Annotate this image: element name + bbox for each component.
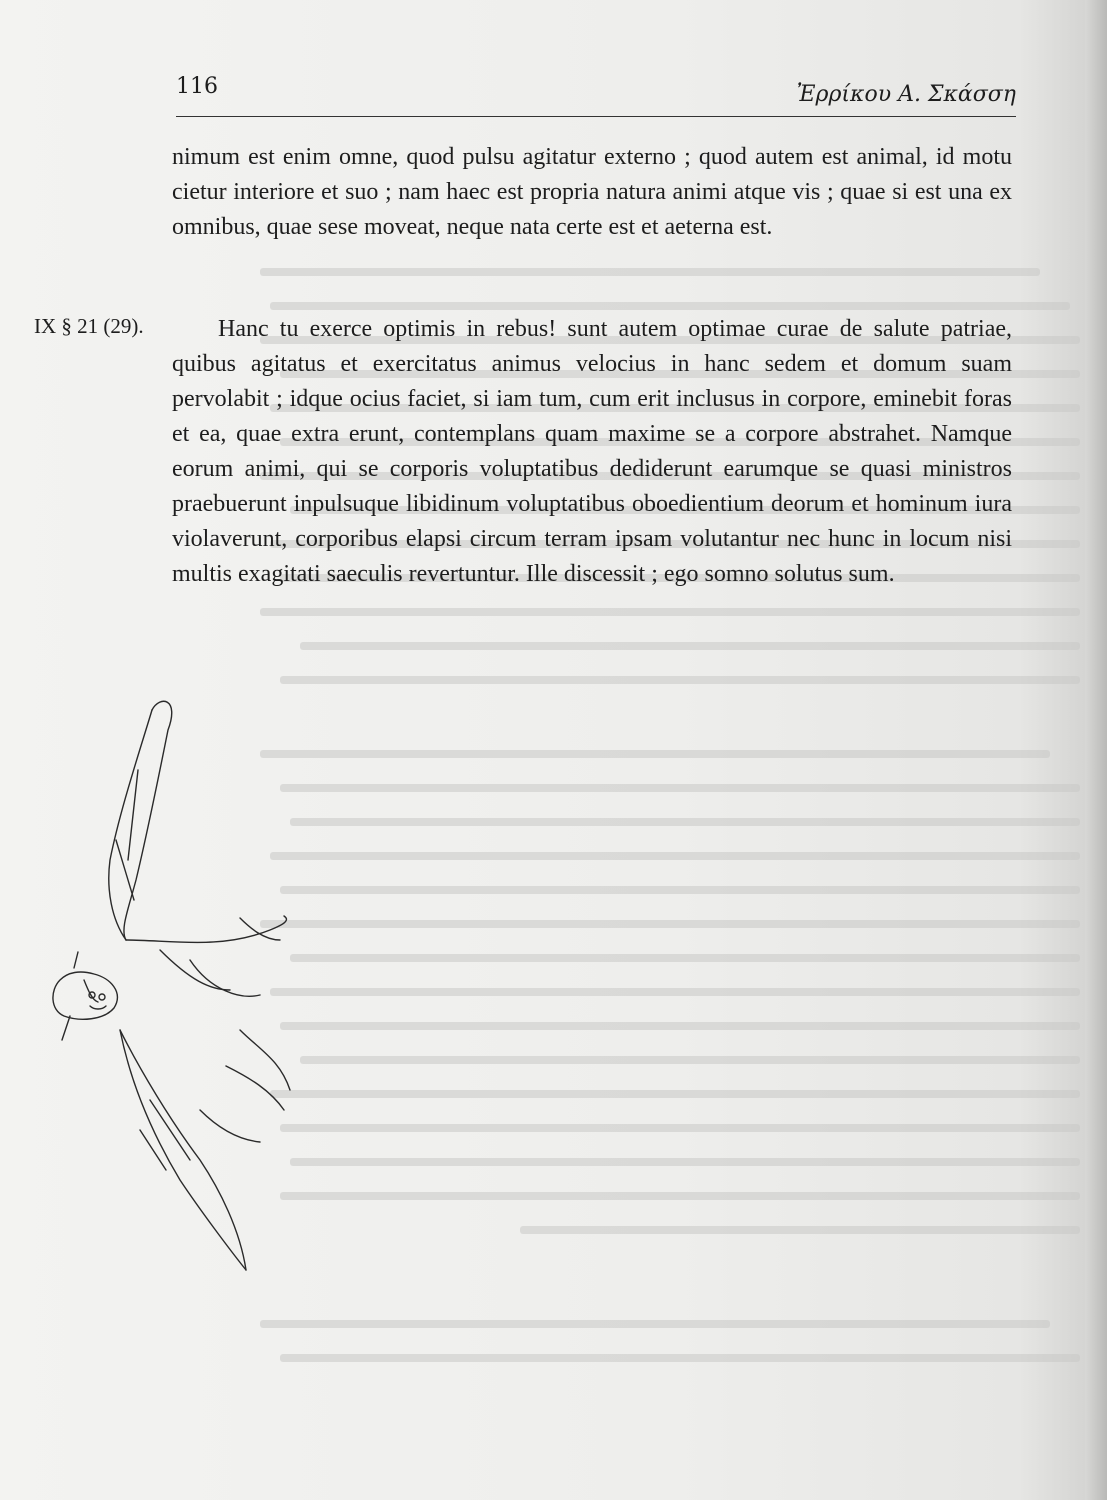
page-header: [176, 70, 1016, 117]
pencil-sketch-figure: [40, 690, 300, 1290]
page-number: 116: [176, 74, 218, 99]
paragraph-main: Hanc tu exerce optimis in rebus! sunt autem optimae curae de salute patriae, quibus agitatus et exercitatus animus velocius in hanc sedem et domum suam pervolabit ; idque ocius faciet, si iam tum, cum erit inclusus in corpore, eminebit foras et ea, quae extra erunt, contemplans quam maxime se a corpore abstrahet. Namque eorum animi, qui se corporis voluptatibus dediderunt earumque se quasi ministros praebuerunt inpulsuque libidinum voluptatibus oboedientium deorum et hominum iura violaverunt, corporibus elapsi circum terram ipsam volutantur nec hunc in locum nisi multis exagitati saeculis revertuntur. Ille discessit ; ego somno solutus sum.: [172, 316, 1012, 587]
marginal-reference: IX § 21 (29).: [34, 314, 144, 338]
running-head: Ἐρρίκου Α. Σκάσση: [796, 82, 1016, 107]
page-edge-shadow: [1085, 0, 1107, 1500]
paragraph-continuation: nimum est enim omne, quod pulsu agitatur externo ; quod autem est animal, id motu cietur interiore et suo ; nam haec est propria natura animi atque vis ; quae si est una ex omnibus, quae sese moveat, neque nata certe est et aeterna est.: [172, 144, 1012, 240]
